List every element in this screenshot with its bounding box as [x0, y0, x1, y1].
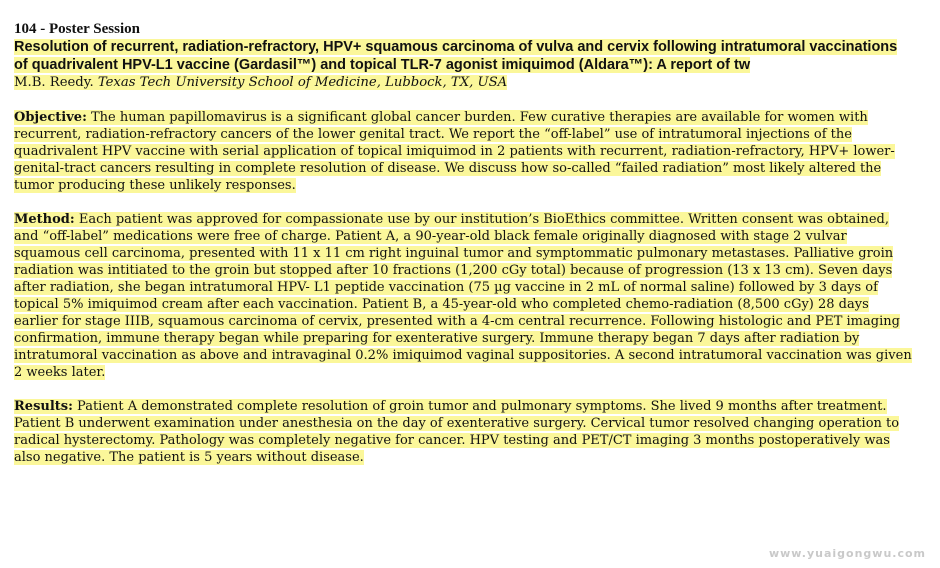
- objective-section: [14, 109, 914, 194]
- abstract-title: [14, 38, 914, 74]
- abstract-title-text: Resolution of recurrent, radiation-refractory, HPV+ squamous carcinoma of vulva and cervix following intratumoral vaccinations of quadrivalent HPV-L1 vaccine (Gardasil™) and topical TLR-7 agonist imiquimod (Aldara™): A report of tw: [14, 39, 898, 73]
- results-section: [14, 398, 914, 466]
- method-highlight: [14, 212, 912, 380]
- results-text: Patient A demonstrated complete resolution of groin tumor and pulmonary symptoms. She lived 9 months after treatment. Patient B underwent examination under anesthesia on the day of exenterative surgery. Cervical tumor resolved changing operation to radical hysterectomy. Pathology was completely negative for cancer. HPV testing and PET/CT imaging 3 months postoperatively was also negative. The patient is 5 years without disease.: [14, 399, 900, 465]
- results-label: Results:: [14, 399, 73, 414]
- session-heading: 104 - Poster Session: [14, 21, 140, 37]
- abstract: [14, 20, 914, 466]
- author-name: M.B. Reedy.: [14, 75, 94, 90]
- author-affiliation: Texas Tech University School of Medicine, Lubbock, TX, USA: [97, 75, 508, 90]
- objective-highlight: [14, 110, 895, 193]
- results-highlight: [14, 399, 899, 465]
- objective-label: Objective:: [14, 110, 87, 125]
- method-label: Method:: [14, 212, 75, 227]
- author-line-highlight: [14, 75, 507, 90]
- objective-text: The human papillomavirus is a significant global cancer burden. Few curative therapies are available for women with recurrent, radiation-refractory cancers of the lower genital tract. We report the “off-label” use of intratumoral injections of the quadrivalent HPV vaccine with serial application of topical imiquimod in 2 patients with recurrent, radiation-refractory, HPV+ lower-genital-tract cancers resulting in complete resolution of disease. We discuss how so-called “failed radiation” most likely altered the tumor producing these unlikely responses.: [14, 110, 895, 193]
- author-line: [14, 74, 914, 92]
- method-section: [14, 211, 914, 381]
- method-text: Each patient was approved for compassionate use by our institution’s BioEthics committee. Written consent was obtained, and “off-label” medications were free of charge. Patient A, a 90-year-old black female originally diagnosed with stage 2 vulvar squamous cell carcinoma, presented with 11 x 11 cm right inguinal tumor and symptommatic pulmonary metastases. Palliative groin radiation was intitiated to the groin but stopped after 10 fractions (1,200 cGy total) because of progression (13 x 13 cm). Seven days after radiation, she began intratumoral HPV- L1 peptide vaccination (75 µg vaccine in 2 mL of normal saline) followed by 3 days of topical 5% imiquimod cream after each vaccination. Patient B, a 45-year-old who completed chemo-radiation (8,500 cGy) 28 days earlier for stage IIIB, squamous carcinoma of cervix, presented with a 4-cm central recurrence. Following histologic and PET imaging confirmation, immune therapy began while preparing for exenterative surgery. Immune therapy began 7 days after radiation by intratumoral vaccination as above and intravaginal 0.2% imiquimod vaginal suppositories. A second intratumoral vaccination was given 2 weeks later.: [14, 212, 912, 380]
- site-watermark: www.yuaigongwu.com: [768, 547, 926, 560]
